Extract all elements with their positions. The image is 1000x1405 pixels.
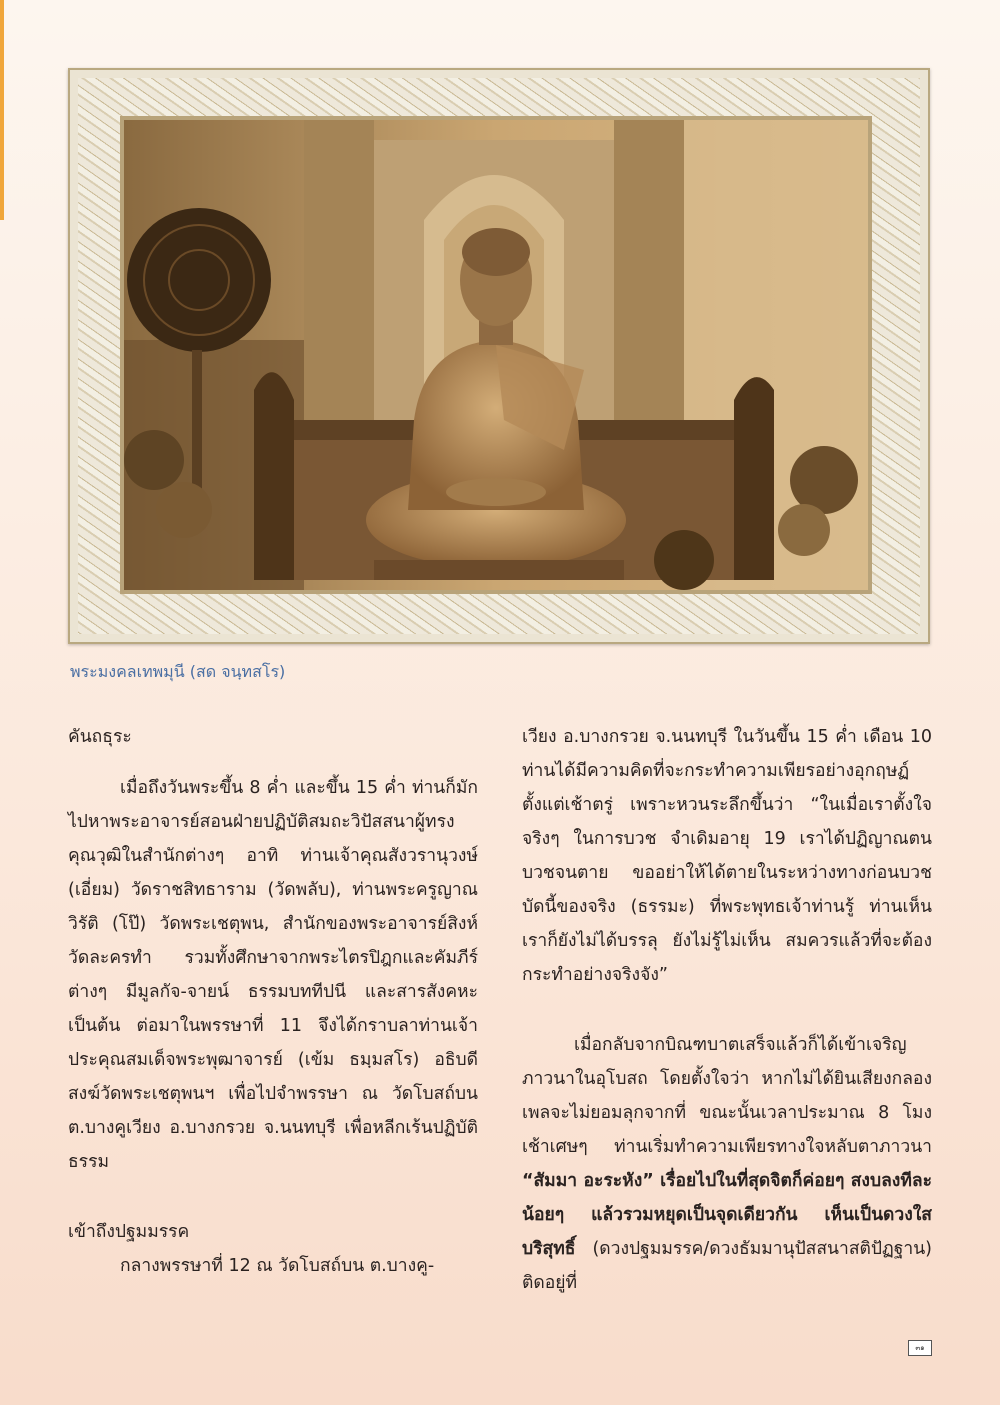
- page-number: ๓๑: [908, 1340, 932, 1356]
- left-column: [68, 720, 478, 1283]
- picture-frame: [68, 68, 930, 644]
- left-paragraph-1: เมื่อถึงวันพระขึ้น 8 ค่ำ และขึ้น 15 ค่ำ ท่านก็มักไปหาพระอาจารย์สอนฝ่ายปฏิบัติสมถะวิปัสสนาผู้ทรงคุณวุฒิในสำนักต่างๆ อาทิ ท่านเจ้าคุณสังวรานุวงษ์ (เอี่ยม) วัดราชสิทธาราม (วัดพลับ), ท่านพระครูญาณวิรัติ (โป๊) วัดพระเชตุพน, สำนักของพระอาจารย์สิงห์ วัดละครทำ รวมทั้งศึกษาจากพระไตรปิฎกและคัมภีร์ต่างๆ มีมูลกัจ-จายน์ ธรรมบททีปนี และสารสังคหะ เป็นต้น ต่อมาในพรรษาที่ 11 จึงได้กราบลาท่านเจ้าประคุณสมเด็จพระพุฒาจารย์ (เข้ม ธมฺมสโร) อธิบดีสงฆ์วัดพระเชตุพนฯ เพื่อไปจำพรรษา ณ วัดโบสถ์บน ต.บางคูเวียง อ.บางกรวย จ.นนทบุรี เพื่อหลีกเร้นปฏิบัติธรรม: [68, 778, 478, 1172]
- monk-photo: [120, 116, 872, 594]
- photo-caption: พระมงคลเทพมุนี (สด จนฺทสโร): [70, 662, 286, 681]
- right-paragraph-2-end: (ดวงปฐมมรรค/ดวงธัมมานุปัสสนาสติปัฏฐาน) ติดอยู่ที่: [522, 1239, 932, 1293]
- page-edge-strip: [0, 0, 4, 220]
- section-heading-pathama-magga: เข้าถึงปฐมมรรค: [68, 1222, 190, 1242]
- right-paragraph-2-start: เมื่อกลับจากบิณฑบาตเสร็จแล้วก็ได้เข้าเจริญภาวนาในอุโบสถ โดยตั้งใจว่า หากไม่ได้ยินเสียงกลองเพลจะไม่ยอมลุกจากที่ ขณะนั้นเวลาประมาณ 8 โมงเช้าเศษๆ ท่านเริ่มทำความเพียรทางใจหลับตาภาวนา: [522, 1035, 932, 1157]
- right-paragraph-1: เวียง อ.บางกรวย จ.นนทบุรี ในวันขึ้น 15 ค่ำ เดือน 10 ท่านได้มีความคิดที่จะกระทำความเพียรอย่างอุกฤษฏ์ตั้งแต่เช้าตรู่ เพราะหวนระลึกขึ้นว่า “ในเมื่อเราตั้งใจจริงๆ ในการบวช จำเดิมอายุ 19 เราได้ปฏิญาณตนบวชจนตาย ขออย่าให้ได้ตายในระหว่างทางก่อนบวช บัดนี้ของจริง (ธรรมะ) ที่พระพุทธเจ้าท่านรู้ ท่านเห็น เราก็ยังไม่ได้บรรลุ ยังไม่รู้ไม่เห็น สมควรแล้วที่จะต้องกระทำอย่างจริงจัง”: [522, 727, 932, 985]
- right-paragraph-2: [522, 1028, 932, 1300]
- right-paragraph-2-bold: “สัมมา อะระหัง” เรื่อยไปในที่สุดจิตก็ค่อยๆ สงบลงทีละน้อยๆ แล้วรวมหยุดเป็นจุดเดียวกัน เห็นเป็นดวงใสบริสุทธิ์: [522, 1171, 932, 1259]
- photo-illustration: [124, 120, 868, 590]
- left-paragraph-2: กลางพรรษาที่ 12 ณ วัดโบสถ์บน ต.บางคู-: [120, 1256, 435, 1276]
- section-heading-ganthadhura: คันถธุระ: [68, 727, 132, 747]
- right-column: [522, 720, 932, 1300]
